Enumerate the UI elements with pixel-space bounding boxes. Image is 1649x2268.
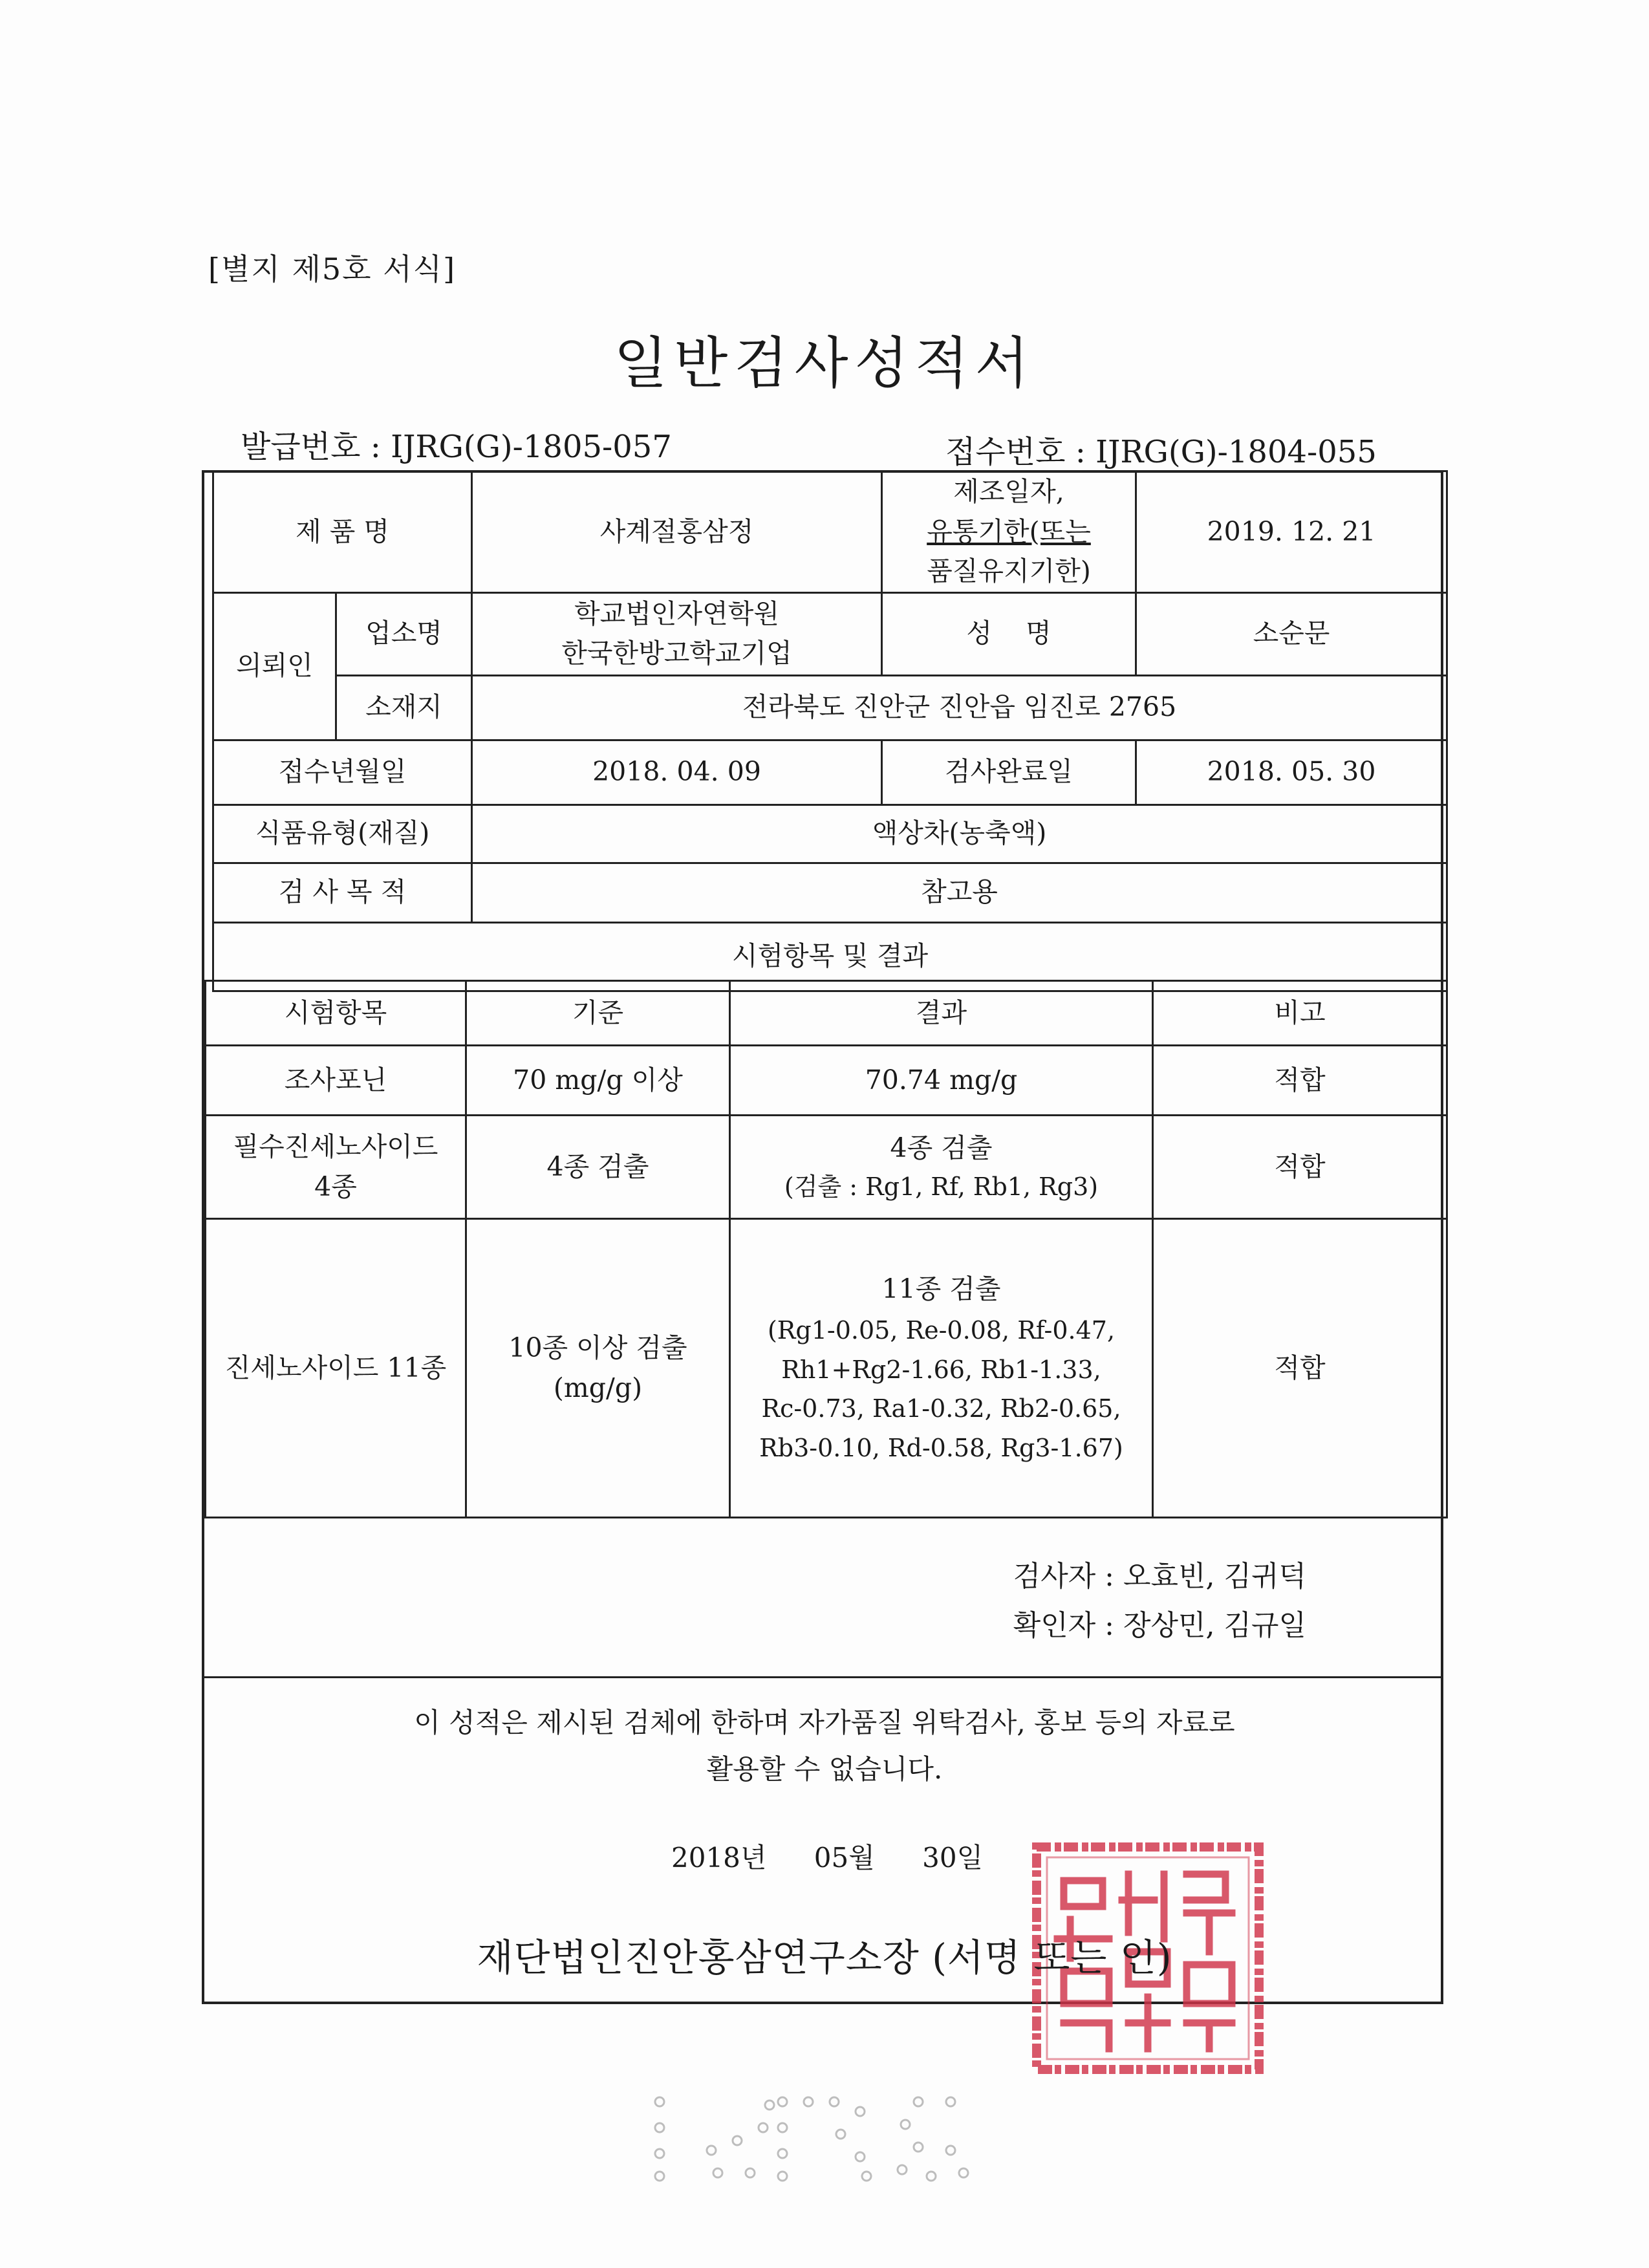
standard: 70 mg/g 이상 bbox=[466, 1046, 730, 1116]
table-row bbox=[206, 1046, 1447, 1116]
issue-number: 발급번호 : IJRG(G)-1805-057 bbox=[241, 429, 672, 465]
header-note: 비고 bbox=[1153, 981, 1447, 1046]
header-standard: 기준 bbox=[466, 981, 730, 1046]
issuer-name: 재단법인진안홍삼연구소장 (서명 또는 인) bbox=[477, 1936, 1172, 1980]
business-name-value: 학교법인자연학원 한국한방고학교기업 bbox=[472, 592, 882, 675]
inspector-divider bbox=[204, 1676, 1443, 1678]
standard: 4종 검출 bbox=[466, 1116, 730, 1219]
results-table bbox=[204, 980, 1448, 1518]
representative-name-label: 성 명 bbox=[882, 592, 1136, 675]
test-item: 진세노사이드 11종 bbox=[206, 1219, 466, 1518]
mfg-date-value: 2019. 12. 21 bbox=[1136, 471, 1447, 593]
product-name-value: 사계절홍삼정 bbox=[472, 471, 882, 593]
receipt-number: 접수번호 : IJRG(G)-1804-055 bbox=[945, 434, 1377, 470]
food-type-value: 액상차(농축액) bbox=[472, 805, 1447, 863]
completed-date-label: 검사완료일 bbox=[882, 740, 1136, 805]
disclaimer: 이 성적은 제시된 검체에 한하며 자가품질 위탁검사, 홍보 등의 자료로 활용할 수 없습니다. bbox=[414, 1707, 1235, 1786]
note: 적합 bbox=[1153, 1116, 1447, 1219]
purpose-label: 검 사 목 적 bbox=[213, 863, 472, 922]
business-name-label: 업소명 bbox=[336, 592, 472, 675]
table-row bbox=[206, 1116, 1447, 1219]
note: 적합 bbox=[1153, 1219, 1447, 1518]
header-result: 결과 bbox=[730, 981, 1153, 1046]
note: 적합 bbox=[1153, 1046, 1447, 1116]
mfg-date-label: 제조일자, 유통기한(또는 품질유지기한) bbox=[882, 471, 1136, 593]
requester-label: 의뢰인 bbox=[213, 592, 336, 740]
results-section-title: 시험항목 및 결과 bbox=[213, 922, 1447, 991]
issue-date: 2018년 05월 30일 bbox=[671, 1842, 984, 1874]
test-item: 조사포닌 bbox=[206, 1046, 466, 1116]
document-title: 일반검사성적서 bbox=[614, 331, 1035, 396]
standard: 10종 이상 검출 (mg/g) bbox=[466, 1219, 730, 1518]
representative-name-value: 소순문 bbox=[1136, 592, 1447, 675]
embossed-perforation bbox=[647, 2089, 1009, 2186]
inspector-block bbox=[1013, 1552, 1306, 1650]
table-row bbox=[206, 1219, 1447, 1518]
form-number: [별지 제5호 서식] bbox=[208, 252, 457, 286]
address-label: 소재지 bbox=[336, 675, 472, 740]
purpose-value: 참고용 bbox=[472, 863, 1447, 922]
address-value: 전라북도 진안군 진안읍 임진로 2765 bbox=[472, 675, 1447, 740]
result: 11종 검출 (Rg1-0.05, Re-0.08, Rf-0.47, Rh1+Rg2-1.66, Rb1-1.33, Rc-0.73, Ra1-0.32, Rb2-0.65, Rb3-0.10, Rd-0.58, Rg3-1.67) bbox=[730, 1219, 1153, 1518]
test-item: 필수진세노사이드 4종 bbox=[206, 1116, 466, 1219]
product-name-label: 제 품 명 bbox=[213, 471, 472, 593]
header-test-item: 시험항목 bbox=[206, 981, 466, 1046]
food-type-label: 식품유형(재질) bbox=[213, 805, 472, 863]
result: 70.74 mg/g bbox=[730, 1046, 1153, 1116]
info-table bbox=[212, 470, 1448, 992]
result: 4종 검출 (검출 : Rg1, Rf, Rb1, Rg3) bbox=[730, 1116, 1153, 1219]
received-date-label: 접수년월일 bbox=[213, 740, 472, 805]
inspector-names: 검사자 : 오효빈, 김귀덕 bbox=[1013, 1560, 1306, 1593]
completed-date-value: 2018. 05. 30 bbox=[1136, 740, 1447, 805]
received-date-value: 2018. 04. 09 bbox=[472, 740, 882, 805]
confirmer-names: 확인자 : 장상민, 김규일 bbox=[1013, 1608, 1306, 1642]
